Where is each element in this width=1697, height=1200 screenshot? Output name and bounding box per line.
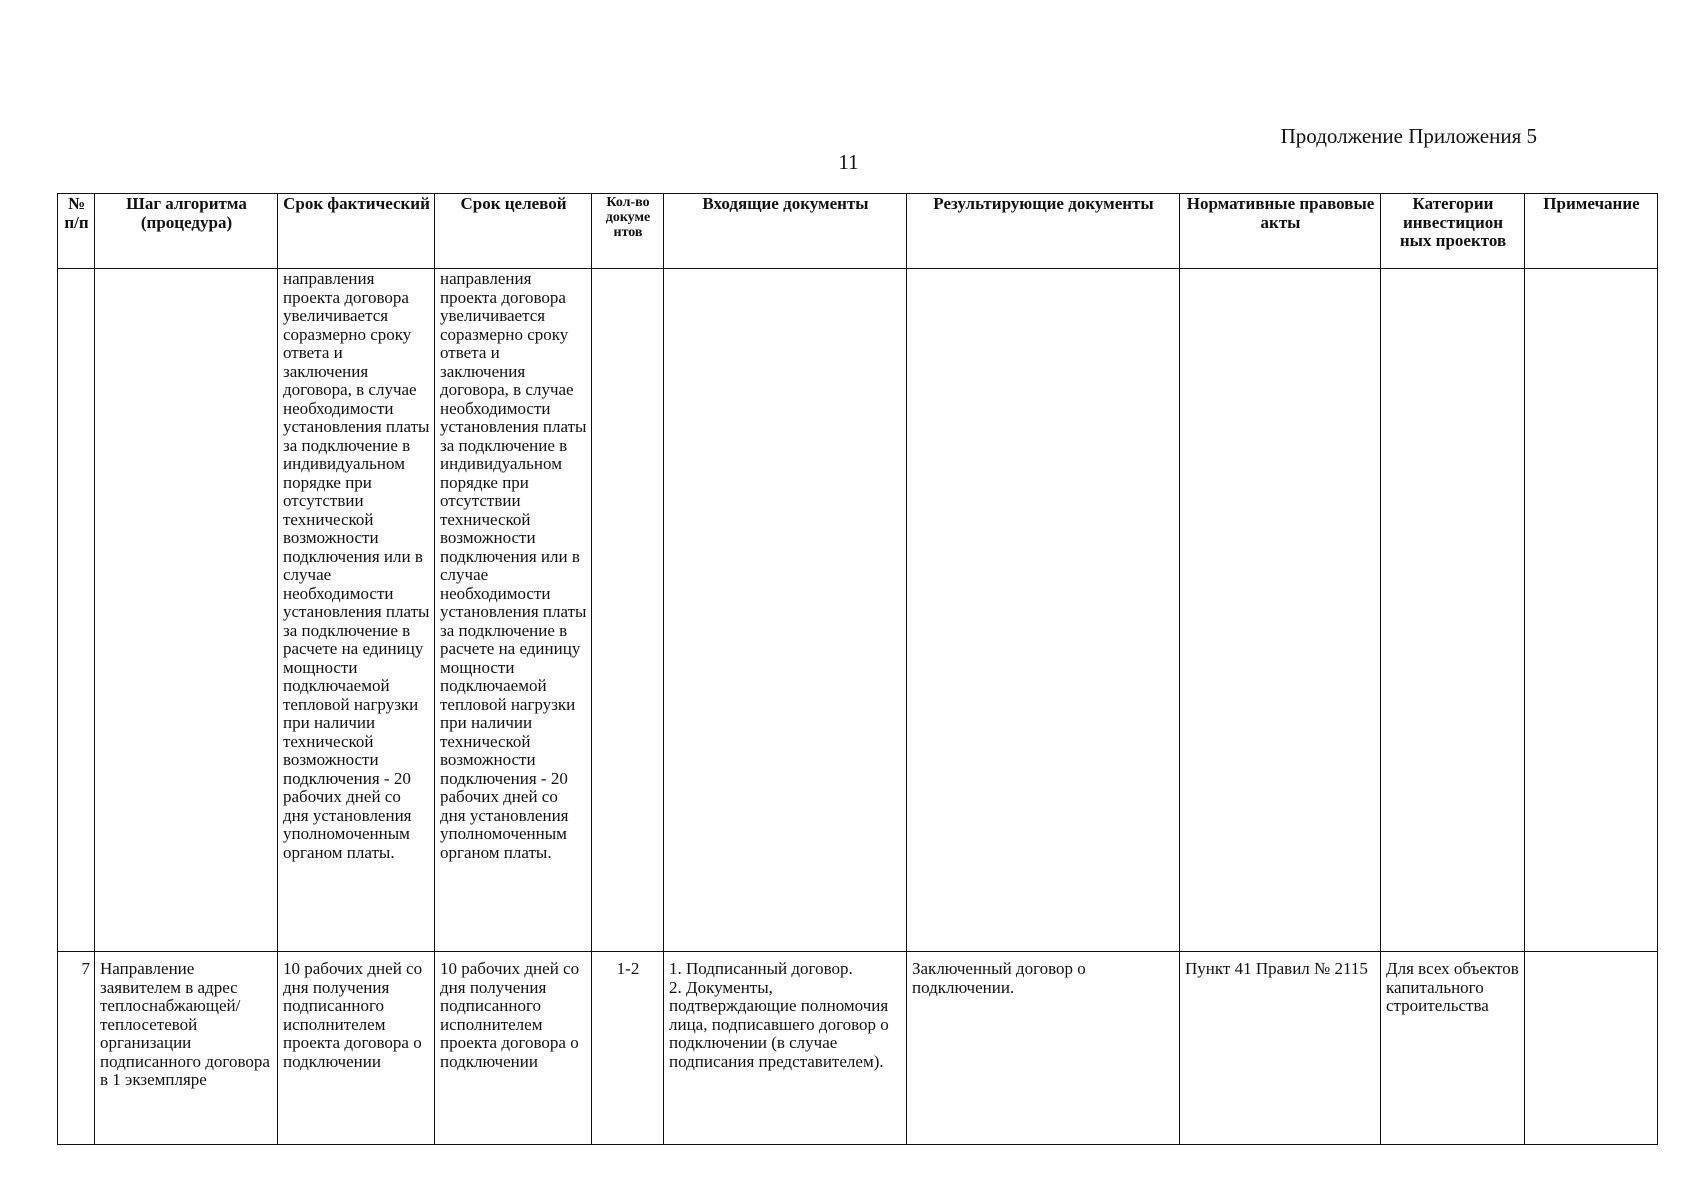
page-number: 11	[838, 150, 859, 174]
table-row	[58, 269, 1658, 952]
column-header-actual-term: Срок фактический	[278, 194, 435, 269]
table-row	[58, 952, 1658, 1145]
cell-legal-acts: Пункт 41 Правил № 2115	[1180, 952, 1381, 1145]
cell-step: Направление заявителем в адрес теплоснабжающей/ теплосетевой организации подписанного договора в 1 экземпляре	[95, 952, 278, 1145]
cell-note	[1525, 269, 1658, 952]
list-item: 2. Документы, подтверждающие полномочия лица, подписавшего договор о подключении (в случае подписания представителем).	[669, 977, 889, 1071]
table-header-row	[58, 194, 1658, 269]
cell-resulting-docs	[907, 269, 1180, 952]
cell-target-term: направления проекта договора увеличивается соразмерно сроку ответа и заключения договора, в случае необходимости установления платы за подключение в индивидуальном порядке при отсутствии технической возможности подключения или в случае необходимости установления платы за подключение в расчете на единицу мощности подключаемой тепловой нагрузки при наличии технической возможности подключения - 20 рабочих дней со дня установления уполномоченным органом платы.	[435, 269, 592, 952]
column-header-doc-count: Кол-во докуме нтов	[592, 194, 664, 269]
cell-note	[1525, 952, 1658, 1145]
cell-number	[58, 269, 95, 952]
column-header-incoming-docs: Входящие документы	[664, 194, 907, 269]
incoming-docs-list	[669, 960, 902, 1071]
cell-legal-acts	[1180, 269, 1381, 952]
column-header-legal-acts: Нормативные правовые акты	[1180, 194, 1381, 269]
cell-resulting-docs: Заключенный договор о подключении.	[907, 952, 1180, 1145]
cell-incoming-docs	[664, 952, 907, 1145]
list-item: 1. Подписанный договор.	[669, 959, 853, 978]
cell-project-categories: Для всех объектов капитального строительства	[1381, 952, 1525, 1145]
column-header-resulting-docs: Результирующие документы	[907, 194, 1180, 269]
cell-step	[95, 269, 278, 952]
column-header-number: № п/п	[58, 194, 95, 269]
cell-target-term: 10 рабочих дней со дня получения подписанного исполнителем проекта договора о подключении	[435, 952, 592, 1145]
column-header-project-categories: Категории инвестицион ных проектов	[1381, 194, 1525, 269]
column-header-step: Шаг алгоритма (процедура)	[95, 194, 278, 269]
cell-number: 7	[58, 952, 95, 1145]
appendix-continuation-label: Продолжение Приложения 5	[1280, 124, 1537, 148]
column-header-target-term: Срок целевой	[435, 194, 592, 269]
cell-incoming-docs	[664, 269, 907, 952]
column-header-note: Примечание	[1525, 194, 1658, 269]
cell-project-categories	[1381, 269, 1525, 952]
cell-doc-count: 1-2	[592, 952, 664, 1145]
algorithm-table	[57, 193, 1658, 1145]
cell-actual-term: направления проекта договора увеличивается соразмерно сроку ответа и заключения договора, в случае необходимости установления платы за подключение в индивидуальном порядке при отсутствии технической возможности подключения или в случае необходимости установления платы за подключение в расчете на единицу мощности подключаемой тепловой нагрузки при наличии технической возможности подключения - 20 рабочих дней со дня установления уполномоченным органом платы.	[278, 269, 435, 952]
cell-doc-count	[592, 269, 664, 952]
cell-actual-term: 10 рабочих дней со дня получения подписанного исполнителем проекта договора о подключении	[278, 952, 435, 1145]
